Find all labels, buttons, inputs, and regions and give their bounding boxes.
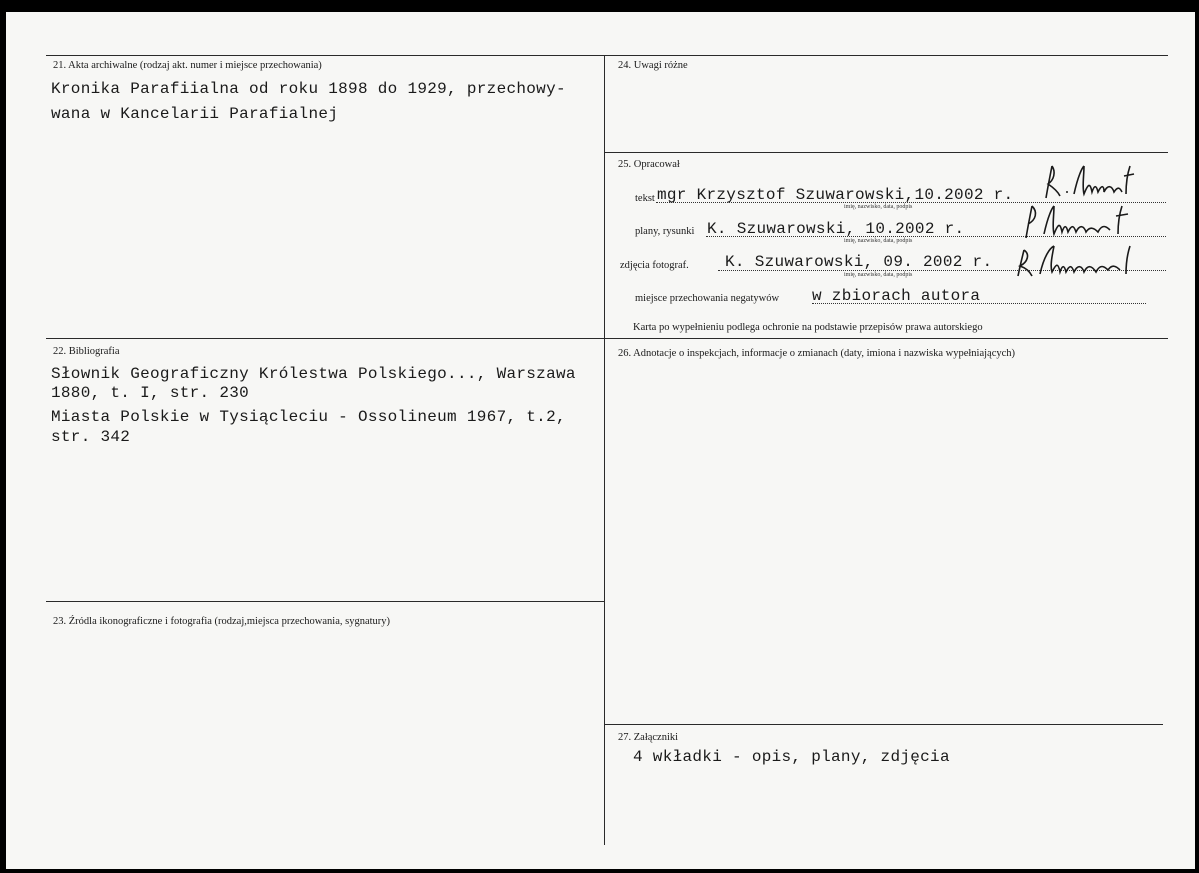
copyright-notice: Karta po wypełnieniu podlega ochronie na podstawie przepisów prawa autorskiego	[633, 322, 983, 333]
section-21-label: 21. Akta archiwalne (rodzaj akt. numer i miejsce przechowania)	[53, 60, 322, 71]
section-21-text-2: wana w Kancelarii Parafialnej	[51, 105, 339, 123]
zdjecia-value: K. Szuwarowski, 09. 2002 r.	[725, 253, 993, 271]
section-27-label: 27. Załączniki	[618, 732, 679, 743]
section-22-text-2: 1880, t. I, str. 230	[51, 384, 250, 402]
tekst-label: tekst	[635, 193, 655, 204]
tekst-caption: imię, nazwisko, data, podpis	[844, 204, 913, 210]
negatywy-label: miejsce przechowania negatywów	[635, 293, 780, 304]
rule-26-27	[605, 724, 1163, 725]
negatywy-value: w zbiorach autora	[812, 287, 981, 305]
top-rule	[46, 55, 1168, 56]
signature-1-icon	[1038, 162, 1138, 202]
zdjecia-label: zdjęcia fotograf.	[620, 260, 689, 271]
zdjecia-caption: imię, nazwisko, data, podpis	[844, 272, 913, 278]
section-26-label: 26. Adnotacje o inspekcjach, informacje o zmianach (daty, imiona i nazwiska wypełniających)	[618, 348, 1016, 359]
signature-3-icon	[1010, 240, 1140, 280]
section-22-label: 22. Bibliografia	[53, 346, 120, 357]
plany-value: K. Szuwarowski, 10.2002 r.	[707, 220, 965, 238]
section-24-label: 24. Uwagi różne	[618, 60, 688, 71]
plany-label: plany, rysunki	[635, 226, 695, 237]
record-card	[6, 12, 1195, 869]
rule-21-22	[46, 338, 1168, 339]
plany-caption: imię, nazwisko, data, podpis	[844, 238, 913, 244]
section-22-text-1: Słownik Geograficzny Królestwa Polskiego..., Warszawa	[51, 365, 576, 383]
section-23-label: 23. Źródla ikonograficzne i fotografia (rodzaj,miejsca przechowania, sygnatury)	[53, 616, 391, 627]
center-divider	[604, 55, 605, 845]
section-22-text-3: Miasta Polskie w Tysiącleciu - Ossolineum 1967, t.2,	[51, 408, 566, 426]
rule-22-23	[46, 601, 605, 602]
tekst-value: mgr Krzysztof Szuwarowski,10.2002 r.	[657, 186, 1014, 204]
rule-24-25	[605, 152, 1168, 153]
signature-2-icon	[1018, 200, 1138, 240]
section-21-text-1: Kronika Parafiialna od roku 1898 do 1929, przechowy-	[51, 80, 566, 98]
section-22-text-4: str. 342	[51, 428, 131, 446]
section-27-text-1: 4 wkładki - opis, plany, zdjęcia	[633, 748, 950, 766]
section-25-label: 25. Opracował	[618, 159, 680, 170]
